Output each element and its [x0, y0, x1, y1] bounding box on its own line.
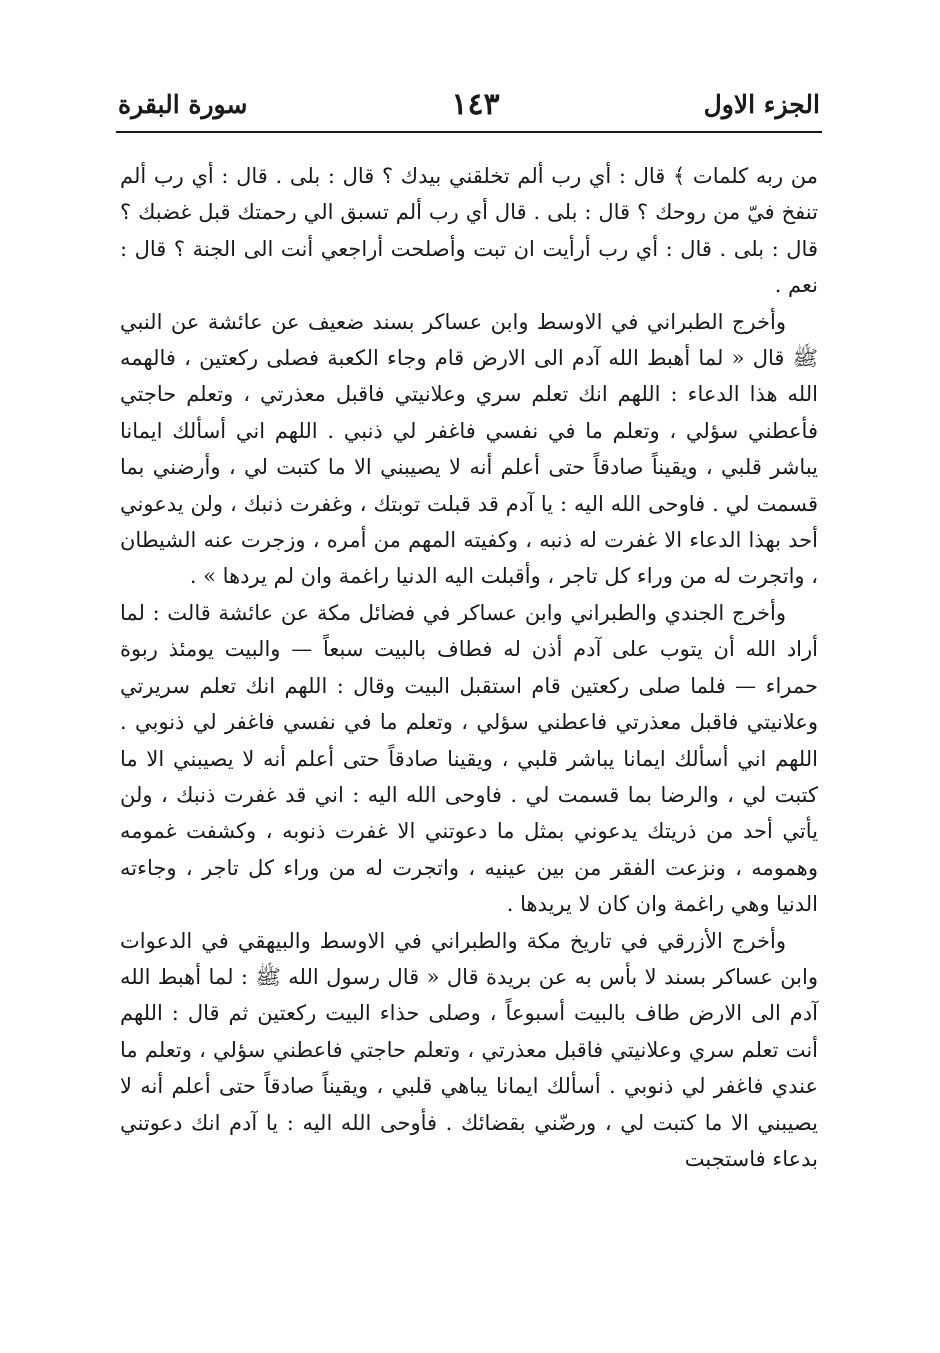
page-header	[118, 84, 820, 124]
paragraph: وأخرج الجندي والطبراني وابن عساكر في فضائل مكة عن عائشة قالت : لما أراد الله أن يتوب على آدم أذن له فطاف بالبيت سبعاً — والبيت يومئذ ربوة حمراء — فلما صلى ركعتين قام استقبل البيت وقال : اللهم انك تعلم سريرتي وعلانيتي فاقبل معذرتي فاعطني سؤلي ، وتعلم ما في نفسي فاغفر لي ذنوبي . اللهم اني أسألك ايمانا يباشر قلبي ، ويقينا صادقاً حتى أعلم أنه لا يصيبني الا ما كتبت لي ، والرضا بما قسمت لي . فاوحى الله اليه : اني قد غفرت ذنبك ، ولن يأتي أحد من ذريتك يدعوني بمثل ما دعوتني الا غفرت ذنوبه ، وكشفت غمومه وهمومه ، ونزعت الفقر من بين عينيه ، واتجرت له من وراء كل تاجر ، وجاءته الدنيا وهي راغمة وان كان لا يريدها .	[120, 600, 818, 917]
paragraph: وأخرج الأزرقي في تاريخ مكة والطبراني في الاوسط والبيهقي في الدعوات وابن عساكر بسند لا بأس به عن بريدة قال « قال رسول الله ﷺ : لما أهبط الله آدم الى الارض طاف بالبيت أسبوعاً ، وصلى حذاء البيت ركعتين ثم قال : اللهم أنت تعلم سري وعلانيتي فاقبل معذرتي ، وتعلم حاجتي فاعطني سؤلي ، وتعلم ما عندي فاغفر لي ذنوبي . أسألك ايمانا يباهي قلبي ، ويقيناً صادقاً حتى أعلم أنه لا يصيبني الا ما كتبت لي ، ورضّني بقضائك . فأوحى الله اليه : يا آدم انك دعوتني بدعاء فاستجبت	[120, 928, 818, 1171]
header-divider	[116, 131, 822, 133]
page-body	[120, 158, 818, 1177]
paragraph: من ربه كلمات ﴾ قال : أي رب ألم تخلقني بيدك ؟ قال : بلى . قال : أي رب ألم تنفخ فيّ من روحك ؟ قال : بلى . قال أي رب ألم تسبق الي رحمتك قبل غضبك ؟ قال : بلى . قال : أي رب أرأيت ان تبت وأصلحت أراجعي أنت الى الجنة ؟ قال : نعم .	[120, 164, 818, 298]
running-head-surah: سورة البقرة	[118, 89, 248, 119]
page-number: ١٤٣	[451, 86, 500, 122]
paragraph: وأخرج الطبراني في الاوسط وابن عساكر بسند ضعيف عن عائشة عن النبي ﷺ قال « لما أهبط الله آدم الى الارض قام وجاء الكعبة فصلى ركعتين ، فالهمه الله هذا الدعاء : اللهم انك تعلم سري وعلانيتي فاقبل معذرتي ، وتعلم حاجتي فأعطني سؤلي ، وتعلم ما في نفسي فاغفر لي ذنبي . اللهم اني أسألك ايمانا يباشر قلبي ، ويقيناً صادقاً حتى أعلم أنه لا يصيبني الا ما كتبت لي ، وأرضني بما قسمت لي . فاوحى الله اليه : يا آدم قد قبلت توبتك ، وغفرت ذنبك ، ولن يدعوني أحد بهذا الدعاء الا غفرت له ذنبه ، وكفيته المهم من أمره ، وزجرت عنه الشيطان ، واتجرت له من وراء كل تاجر ، وأقبلت اليه الدنيا راغمة وان لم يردها » .	[120, 309, 818, 589]
running-head-part: الجزء الاول	[703, 89, 820, 119]
